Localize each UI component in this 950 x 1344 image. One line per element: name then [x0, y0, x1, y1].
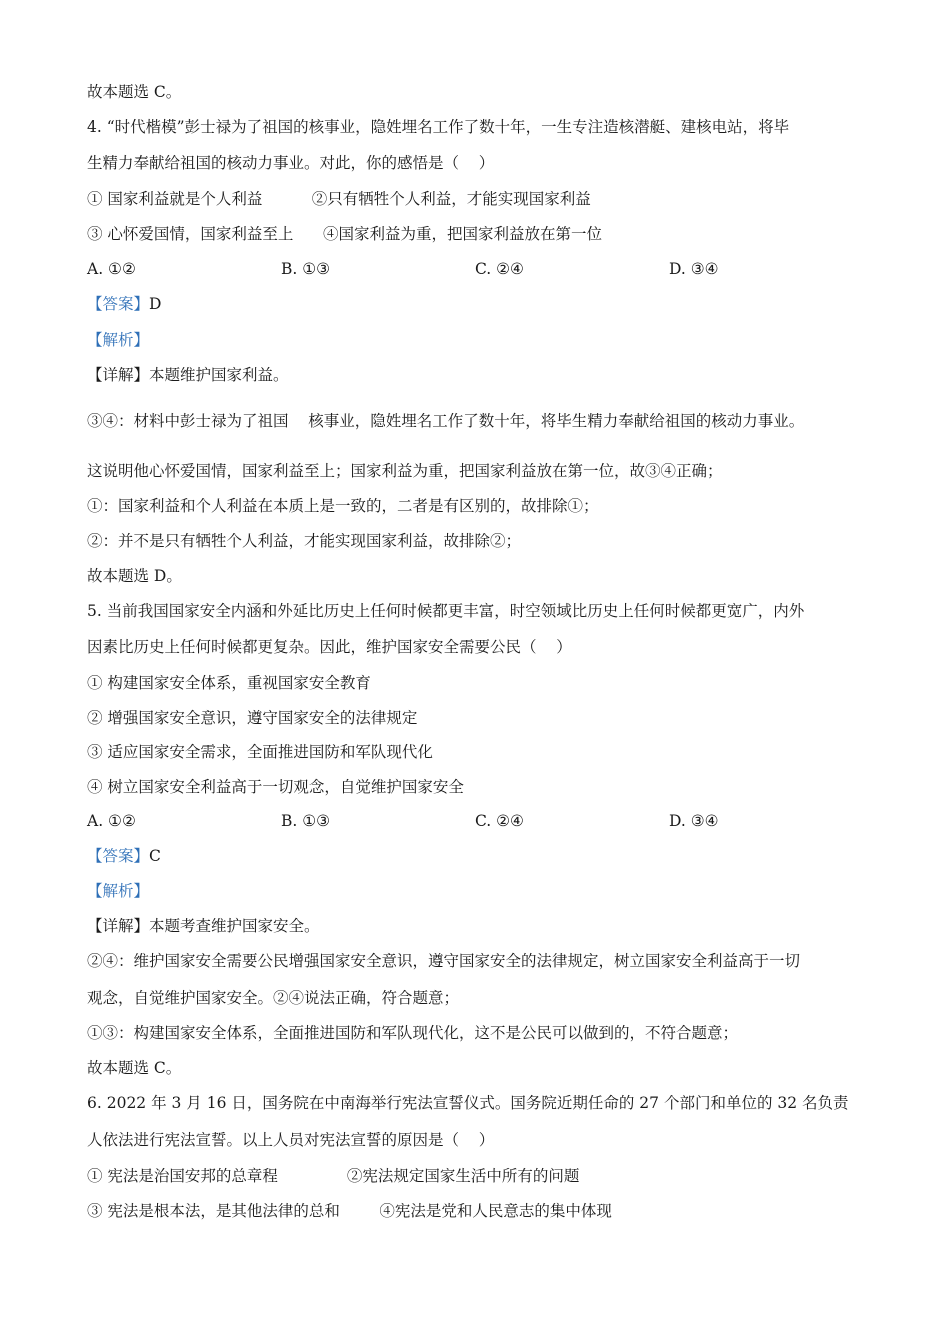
question-5-explanation-1: ②④：维护国家安全需要公民增强国家安全意识，遵守国家安全的法律规定，树立国家安全利益高于一切 [87, 952, 801, 970]
answer-value: D [149, 295, 162, 313]
question-5-statement-4: ④ 树立国家安全利益高于一切观念，自觉维护国家安全 [87, 778, 464, 796]
question-4-detail: 【详解】本题维护国家利益。 [87, 366, 289, 384]
question-5-explanation-2: 观念，自觉维护国家安全。②④说法正确，符合题意； [87, 989, 460, 1007]
question-5-statement-2: ② 增强国家安全意识，遵守国家安全的法律规定 [87, 709, 418, 727]
question-4-option-d: D. ③④ [669, 260, 719, 278]
question-5-answer [87, 846, 161, 866]
question-4-option-a: A. ①② [87, 260, 136, 278]
question-5-stem-line-1: 5. 当前我国国家安全内涵和外延比历史上任何时候都更丰富，时空领域比历史上任何时候都更宽广，内外 [87, 602, 805, 620]
answer-tag: 【答案】 [87, 847, 150, 865]
question-5-explanation-3: ①③：构建国家安全体系，全面推进国防和军队现代化，这不是公民可以做到的，不符合题意； [87, 1024, 739, 1042]
question-5-statement-3: ③ 适应国家安全需求，全面推进国防和军队现代化 [87, 743, 433, 761]
question-4-explanation-2: 这说明他心怀爱国情，国家利益至上；国家利益为重，把国家利益放在第一位，故③④正确； [87, 462, 723, 480]
question-5-conclusion: 故本题选 C。 [87, 1059, 182, 1077]
question-4-stem-line-1: 4. “时代楷模”彭士禄为了祖国的核事业，隐姓埋名工作了数十年，一生专注造核潜艇、建核电站，将毕 [87, 118, 790, 136]
question-4-explanation-4: ②：并不是只有牺牲个人利益，才能实现国家利益，故排除②； [87, 532, 522, 550]
question-4-option-c: C. ②④ [475, 260, 524, 278]
question-4-stem-line-2: 生精力奉献给祖国的核动力事业。对此，你的感悟是（ ） [87, 154, 495, 172]
question-6-stem-line-2: 人依法进行宪法宣誓。以上人员对宪法宣誓的原因是（ ） [87, 1131, 495, 1149]
question-5-option-a: A. ①② [87, 812, 136, 830]
question-4-answer [87, 294, 161, 314]
question-5-stem-line-2: 因素比历史上任何时候都更复杂。因此，维护国家安全需要公民（ ） [87, 638, 572, 656]
answer-tag: 【答案】 [87, 295, 150, 313]
question-6-statements-1-2: ① 宪法是治国安邦的总章程 ②宪法规定国家生活中所有的问题 [87, 1167, 580, 1185]
question-4-option-b: B. ①③ [281, 260, 331, 278]
answer-conclusion-q3: 故本题选 C。 [87, 83, 182, 101]
question-4-explanation-1: ③④：材料中彭士禄为了祖国 核事业，隐姓埋名工作了数十年，将毕生精力奉献给祖国的核动力事业。 [87, 412, 805, 430]
answer-value: C [149, 847, 161, 865]
question-5-option-d: D. ③④ [669, 812, 719, 830]
question-4-statements-3-4: ③ 心怀爱国情，国家利益至上 ④国家利益为重，把国家利益放在第一位 [87, 225, 602, 243]
question-4-explanation-3: ①：国家利益和个人利益在本质上是一致的，二者是有区别的，故排除①； [87, 497, 599, 515]
question-6-statements-3-4: ③ 宪法是根本法，是其他法律的总和 ④宪法是党和人民意志的集中体现 [87, 1202, 612, 1220]
question-5-detail: 【详解】本题考查维护国家安全。 [87, 917, 320, 935]
question-5-statement-1: ① 构建国家安全体系，重视国家安全教育 [87, 674, 371, 692]
question-5-option-b: B. ①③ [281, 812, 331, 830]
question-5-option-c: C. ②④ [475, 812, 524, 830]
question-4-conclusion: 故本题选 D。 [87, 567, 182, 585]
question-4-statements-1-2: ① 国家利益就是个人利益 ②只有牺牲个人利益，才能实现国家利益 [87, 190, 591, 208]
question-5-analysis-tag: 【解析】 [87, 882, 150, 900]
question-6-stem-line-1: 6. 2022 年 3 月 16 日，国务院在中南海举行宪法宣誓仪式。国务院近期任命的 27 个部门和单位的 32 名负责 [87, 1094, 849, 1112]
question-4-analysis-tag: 【解析】 [87, 331, 150, 349]
